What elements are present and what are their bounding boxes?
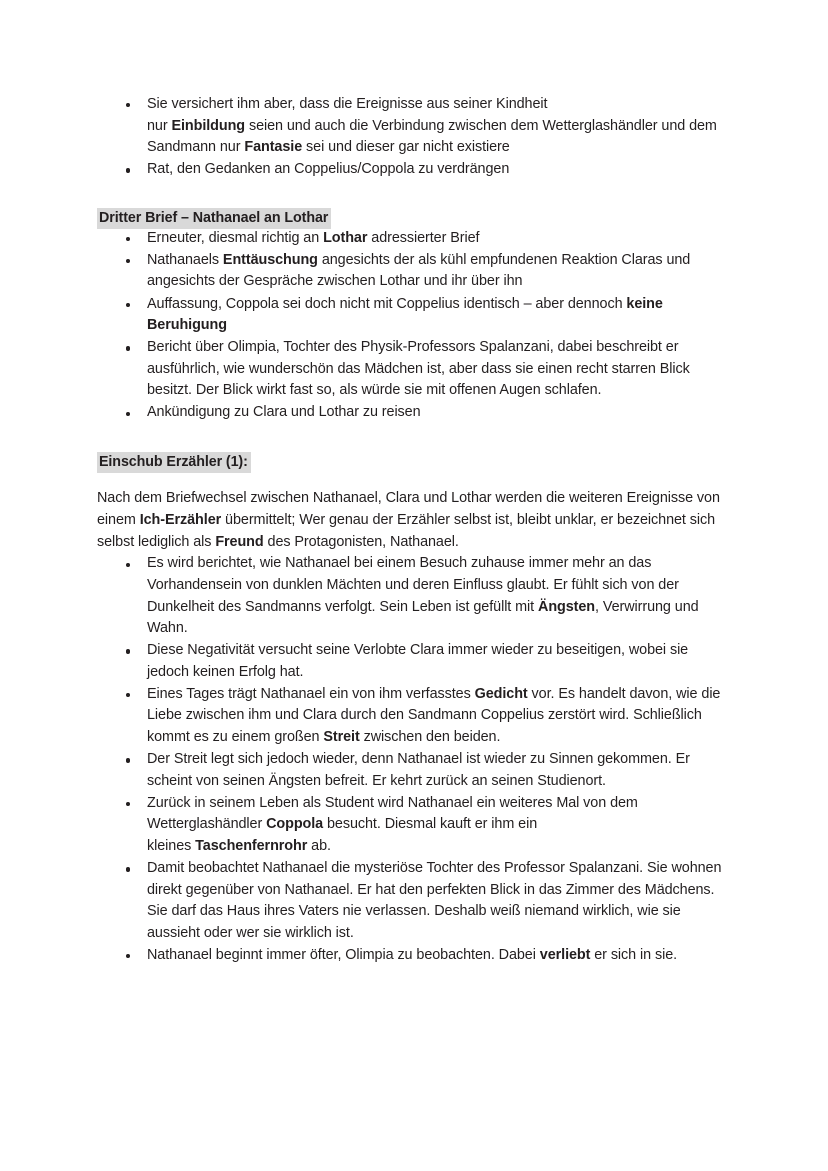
highlighted-heading-text: Einschub Erzähler (1): <box>97 452 251 473</box>
bullet-list-item: Eines Tages trägt Nathanael ein von ihm verfasstes Gedicht vor. Es handelt davon, wie die Liebe zwischen ihm und Clara durch den Sandmann Coppelius zerstört wird. Schließlich kommt es zu einem großen Streit zwischen den beiden. <box>97 684 731 749</box>
bullet-list-item: Damit beobachtet Nathanael die mysteriöse Tochter des Professor Spalanzani. Sie wohnen direkt gegenüber von Nathanael. Er hat den perfekten Blick in das Zimmer des Mädchens. Sie darf das Haus ihres Vaters nie verlassen. Deshalb weiß niemand wirklich, wie sie aussieht oder wer sie wirklich ist. <box>97 858 731 944</box>
bullet-list <box>97 94 731 181</box>
bold-text: verliebt <box>539 947 591 964</box>
bullet-list-item: Ankündigung zu Clara und Lothar zu reisen <box>97 402 731 424</box>
bold-text: Ich-Erzähler <box>139 511 222 528</box>
bullet-list-item: Der Streit legt sich jedoch wieder, denn Nathanael ist wieder zu Sinnen gekommen. Er scheint von seinen Ängsten befreit. Er kehrt zurück an seinen Studienort. <box>97 749 731 792</box>
bullet-list-item: Sie versichert ihm aber, dass die Ereignisse aus seiner Kindheit nur Einbildung seien und auch die Verbindung zwischen dem Wetterglashändler und dem Sandmann nur Fantasie sei und dieser gar nicht existiere <box>97 94 731 159</box>
section-heading <box>97 454 731 472</box>
highlighted-heading-text: Dritter Brief – Nathanael an Lothar <box>97 208 331 229</box>
bold-text: Coppola <box>266 816 324 833</box>
bullet-list-item: Nathanael beginnt immer öfter, Olimpia zu beobachten. Dabei verliebt er sich in sie. <box>97 945 731 967</box>
bullet-list-item: Bericht über Olimpia, Tochter des Physik-Professors Spalanzani, dabei beschreibt er ausführlich, wie wunderschön das Mädchen ist, aber dass sie einen recht starren Blick besitzt. Der Blick wirkt fast so, als würde sie mit offenen Augen schlafen. <box>97 337 731 402</box>
bold-text: Enttäuschung <box>222 251 318 268</box>
bold-text: Freund <box>215 533 264 550</box>
bullet-list-item: Auffassung, Coppola sei doch nicht mit Coppelius identisch – aber dennoch keine Beruhigung <box>97 294 731 337</box>
bold-text: Einbildung <box>171 117 246 134</box>
bullet-list-item: Erneuter, diesmal richtig an Lothar adressierter Brief <box>97 228 731 250</box>
bullet-list-item: Zurück in seinem Leben als Student wird Nathanael ein weiteres Mal von dem Wetterglashändler Coppola besucht. Diesmal kauft er ihm ein kleines Taschenfernrohr ab. <box>97 793 731 858</box>
bold-text: Streit <box>323 729 360 746</box>
bold-text: keine Beruhigung <box>147 295 663 334</box>
bold-text: Taschenfernrohr <box>195 838 308 855</box>
body-paragraph: Nach dem Briefwechsel zwischen Nathanael, Clara und Lothar werden die weiteren Ereignisse von einem Ich-Erzähler übermittelt; Wer genau der Erzähler selbst ist, bleibt unklar, er bezeichnet sich selbst lediglich als Freund des Protagonisten, Nathanael. <box>97 489 720 550</box>
bold-text: Lothar <box>323 229 368 246</box>
bullet-list-item: Es wird berichtet, wie Nathanael bei einem Besuch zuhause immer mehr an das Vorhandensein von dunklen Mächten und deren Einfluss glaubt. Er fühlt sich von der Dunkelheit des Sandmanns verfolgt. Sein Leben ist gefüllt mit Ängsten, Verwirrung und Wahn. <box>97 553 731 639</box>
bold-text: Ängsten <box>538 598 596 615</box>
bullet-list-item: Nathanaels Enttäuschung angesichts der als kühl empfundenen Reaktion Claras und angesichts der Gespräche zwischen Lothar und ihr über ihn <box>97 250 731 293</box>
bold-text: Gedicht <box>474 685 528 702</box>
bullet-list-item: Diese Negativität versucht seine Verlobte Clara immer wieder zu beseitigen, wobei sie jedoch keinen Erfolg hat. <box>97 640 731 683</box>
bullet-list <box>97 228 731 424</box>
bullet-list <box>97 553 731 966</box>
bullet-list-item: Rat, den Gedanken an Coppelius/Coppola zu verdrängen <box>97 159 731 181</box>
bold-text: Fantasie <box>244 139 303 156</box>
section-heading <box>97 210 731 228</box>
document-body <box>97 94 731 967</box>
